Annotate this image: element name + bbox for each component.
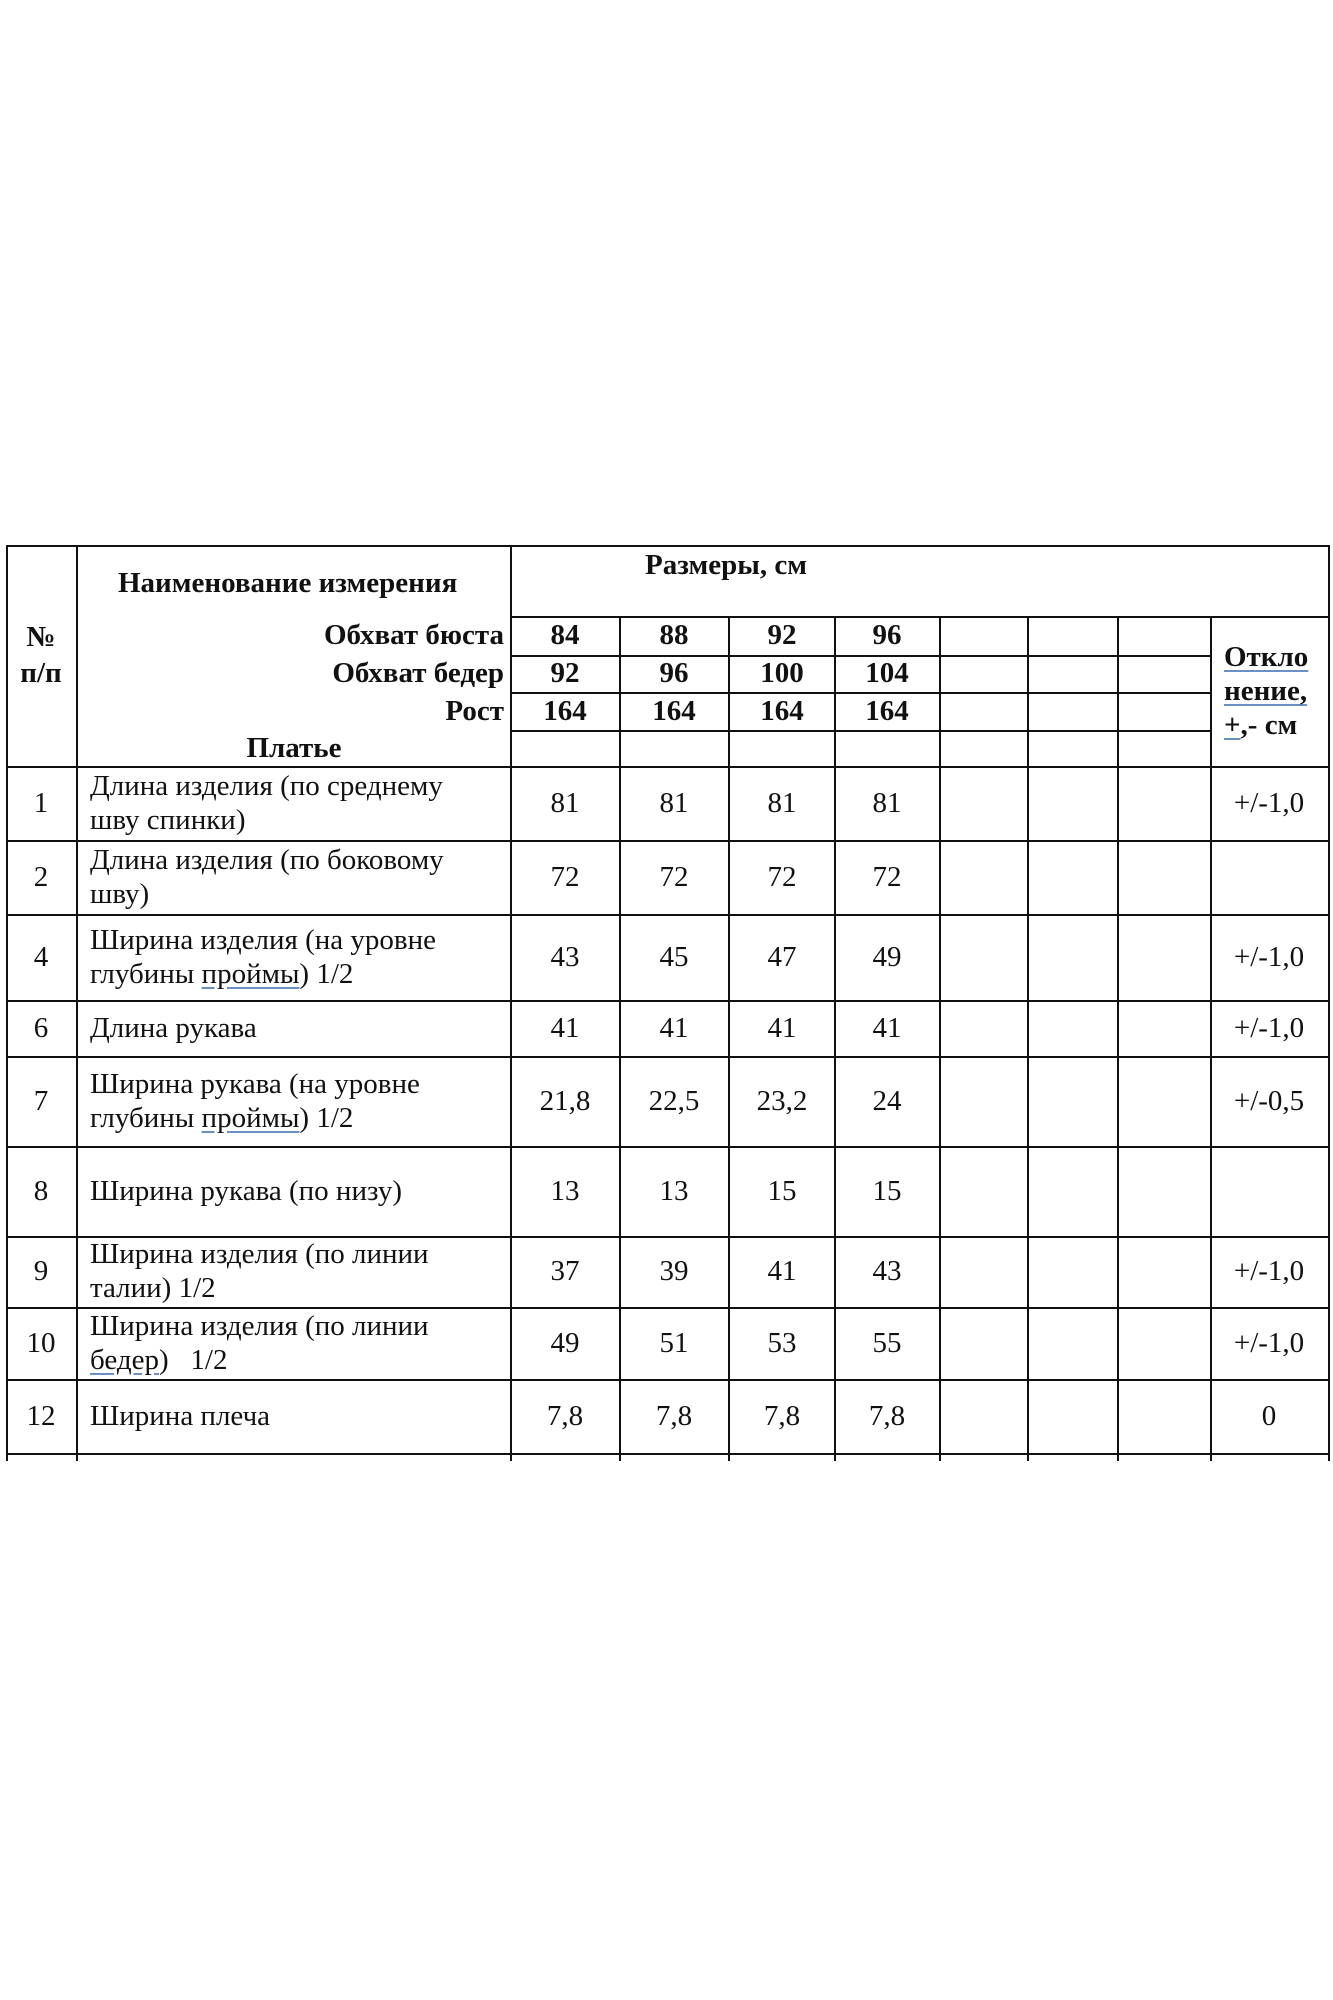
hips-104: 104	[865, 657, 909, 689]
rule-sizes-title	[510, 616, 1330, 618]
bust-88: 88	[659, 619, 689, 651]
row-name	[90, 1309, 429, 1377]
row-value: 45	[659, 941, 689, 973]
col-rule-s3	[834, 616, 836, 1461]
height-164-b: 164	[652, 695, 696, 727]
row-name	[90, 843, 444, 911]
deviation-header-line2: нение,	[1224, 675, 1308, 707]
row-value: 24	[872, 1085, 902, 1117]
row-name	[90, 923, 436, 991]
row-value: 72	[872, 861, 902, 893]
row-num: 8	[33, 1175, 49, 1207]
row-value: 81	[872, 787, 902, 819]
row-value: 41	[767, 1255, 797, 1287]
row-name-part: глубины	[90, 958, 202, 990]
col-rule-right	[1328, 545, 1330, 1461]
row-value: 49	[872, 941, 902, 973]
row-value: 72	[767, 861, 797, 893]
col-rule-left	[6, 545, 8, 1461]
bust-92: 92	[767, 619, 797, 651]
row-value: 81	[767, 787, 797, 819]
rule-bottom	[6, 1453, 1330, 1455]
row-value: 7,8	[655, 1400, 693, 1432]
row-value: 41	[659, 1012, 689, 1044]
rule-row-5	[6, 1146, 1330, 1148]
row-name-underlined: проймы	[201, 1102, 300, 1134]
row-name-line2: шву)	[90, 878, 150, 910]
plus-sign: +	[1224, 709, 1241, 741]
row-value: 43	[872, 1255, 902, 1287]
col-rule-dev	[1210, 616, 1212, 1461]
row-name-line2	[90, 1343, 429, 1377]
col-rule-e2	[1117, 616, 1119, 1461]
row-value: 22,5	[648, 1085, 700, 1117]
col-rule-name	[510, 545, 512, 1461]
row-name-line2: шву спинки)	[90, 804, 246, 836]
row-name-part: ) 1/2	[299, 958, 354, 990]
height-label: Рост	[445, 695, 504, 727]
col-rule-e1	[1027, 616, 1029, 1461]
row-value: 7,8	[546, 1400, 584, 1432]
hips-100: 100	[760, 657, 804, 689]
hips-92: 92	[550, 657, 580, 689]
height-164-d: 164	[865, 695, 909, 727]
row-value: 43	[550, 941, 580, 973]
height-164-c: 164	[760, 695, 804, 727]
hips-96: 96	[659, 657, 689, 689]
deviation-header	[1224, 640, 1308, 742]
row-name-part: глубины	[90, 1102, 202, 1134]
row-num: 4	[33, 941, 49, 973]
col-rule-s4	[939, 616, 941, 1461]
row-name: Длина рукава	[90, 1012, 257, 1044]
row-value: 15	[872, 1175, 902, 1207]
row-name: Ширина рукава (по низу)	[90, 1175, 402, 1207]
bust-84: 84	[550, 619, 580, 651]
row-deviation: +/-1,0	[1233, 941, 1305, 973]
row-deviation: 0	[1261, 1400, 1277, 1432]
row-value: 15	[767, 1175, 797, 1207]
col-rule-s1	[619, 616, 621, 1461]
row-deviation: +/-1,0	[1233, 1012, 1305, 1044]
row-num: 9	[33, 1255, 49, 1287]
row-name-line1: Ширина рукава (на уровне	[90, 1068, 420, 1100]
rule-row-3	[6, 1000, 1330, 1002]
rule-height	[510, 730, 1210, 732]
row-name-line1: Длина изделия (по боковому	[90, 844, 444, 876]
row-value: 81	[659, 787, 689, 819]
row-name-line2	[90, 957, 436, 991]
row-value: 13	[550, 1175, 580, 1207]
deviation-unit: ,- см	[1240, 709, 1298, 741]
row-value: 7,8	[868, 1400, 906, 1432]
height-164-a: 164	[543, 695, 587, 727]
row-deviation: +/-0,5	[1233, 1085, 1305, 1117]
row-name-part: ) 1/2	[159, 1344, 228, 1376]
row-value: 41	[550, 1012, 580, 1044]
row-deviation: +/-1,0	[1233, 1255, 1305, 1287]
bust-96: 96	[872, 619, 902, 651]
rule-row-4	[6, 1056, 1330, 1058]
row-name: Ширина плеча	[90, 1400, 271, 1432]
rule-row-8	[6, 1379, 1330, 1381]
deviation-header-line3	[1224, 708, 1308, 742]
row-name-line1: Ширина изделия (по линии	[90, 1238, 429, 1270]
row-value: 41	[872, 1012, 902, 1044]
row-value: 53	[767, 1327, 797, 1359]
row-num: 10	[26, 1327, 56, 1359]
row-name-underlined: бедер	[90, 1344, 159, 1376]
rule-hips	[510, 692, 1210, 694]
row-num: 1	[33, 787, 49, 819]
row-value: 7,8	[763, 1400, 801, 1432]
row-value: 23,2	[756, 1085, 808, 1117]
row-deviation: +/-1,0	[1233, 787, 1305, 819]
rule-row-2	[6, 914, 1330, 916]
row-value: 47	[767, 941, 797, 973]
row-value: 41	[767, 1012, 797, 1044]
row-name-part: ) 1/2	[299, 1102, 354, 1134]
bust-label: Обхват бюста	[324, 619, 504, 651]
hips-label: Обхват бедер	[332, 657, 504, 689]
row-name-line1: Ширина изделия (на уровне	[90, 924, 436, 956]
row-name-underlined: проймы	[201, 958, 300, 990]
row-num: 7	[33, 1085, 49, 1117]
rule-bust	[510, 655, 1210, 657]
size-chart-table	[6, 545, 1330, 1461]
rule-top	[6, 545, 1330, 547]
row-value: 37	[550, 1255, 580, 1287]
num-col-header: № п/п	[20, 621, 62, 689]
row-value: 49	[550, 1327, 580, 1359]
row-value: 81	[550, 787, 580, 819]
row-value: 72	[659, 861, 689, 893]
row-num: 2	[33, 861, 49, 893]
rule-header-bottom	[6, 766, 1330, 768]
garment-label: Платье	[246, 732, 342, 764]
row-name-line2	[90, 1101, 420, 1135]
row-value: 13	[659, 1175, 689, 1207]
row-num: 12	[26, 1400, 56, 1432]
row-name	[90, 1237, 429, 1305]
row-name-line2: талии) 1/2	[90, 1272, 216, 1304]
sizes-title: Размеры, см	[645, 549, 807, 581]
row-value: 51	[659, 1327, 689, 1359]
row-value: 21,8	[539, 1085, 591, 1117]
row-name-line1: Ширина изделия (по линии	[90, 1310, 429, 1342]
row-value: 55	[872, 1327, 902, 1359]
row-name	[90, 769, 443, 837]
row-deviation: +/-1,0	[1233, 1327, 1305, 1359]
col-rule-num	[76, 545, 78, 1461]
row-num: 6	[33, 1012, 49, 1044]
deviation-header-line1: Откло	[1224, 641, 1309, 673]
col-rule-s2	[728, 616, 730, 1461]
row-name	[90, 1067, 420, 1135]
row-value: 39	[659, 1255, 689, 1287]
row-value: 72	[550, 861, 580, 893]
name-col-header: Наименование измерения	[118, 567, 458, 599]
row-name-line1: Длина изделия (по среднему	[90, 770, 443, 802]
rule-row-1	[6, 840, 1330, 842]
